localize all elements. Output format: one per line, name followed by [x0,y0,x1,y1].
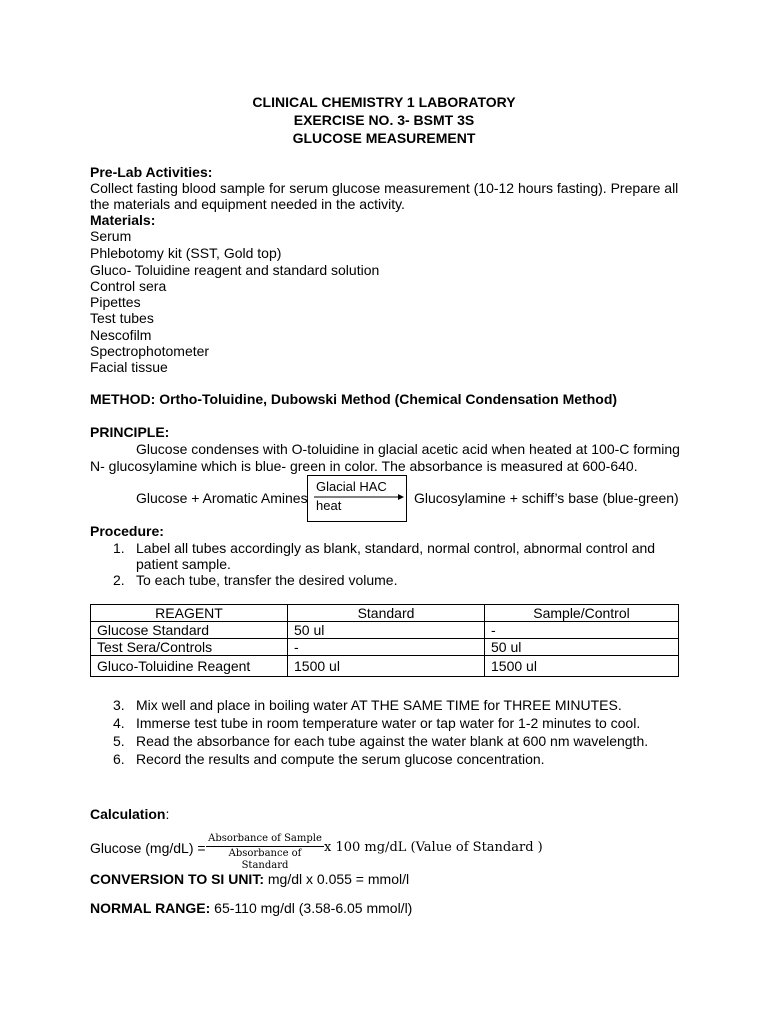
calculation-heading-colon: : [165,806,170,822]
table-header-cell: Sample/Control [485,605,679,622]
method-heading: METHOD: Ortho-Toluidine, Dubowski Method (Chemical Condensation Method) [90,391,618,407]
table-cell: 1500 ul [288,656,485,677]
doc-title-line2: EXERCISE NO. 3- BSMT 3S [293,112,475,128]
conversion-label: CONVERSION TO SI UNIT: [90,871,264,887]
table-row [91,622,679,639]
step-text: Record the results and compute the serum glucose concentration. [136,751,545,767]
step-text: Mix well and place in boiling water AT THE SAME TIME for THREE MINUTES. [136,697,622,713]
material-item: Control sera [90,278,167,294]
step-text: patient sample. [136,556,231,572]
principle-text-2: N- glucosylamine which is blue- green in color. The absorbance is measured at 600-640. [90,458,638,474]
reagent-table [90,604,679,677]
table-row [91,639,679,656]
reaction-reactants: Glucose + Aromatic Amines [136,490,308,506]
formula-lhs: Glucose (mg/dL) = [90,840,206,856]
material-item: Nescofilm [90,327,152,343]
normal-range-text: 65-110 mg/dl (3.58-6.05 mmol/l) [210,900,413,916]
table-cell: 50 ul [485,639,679,656]
material-item: Phlebotomy kit (SST, Gold top) [90,245,282,261]
table-cell: Test Sera/Controls [91,639,288,656]
step-number: 3. [113,697,125,713]
table-header-cell: Standard [288,605,485,622]
reaction-products: Glucosylamine + schiff’s base (blue-green) [414,490,679,506]
material-item: Spectrophotometer [90,343,210,359]
procedure-heading: Procedure: [90,523,164,539]
material-item: Facial tissue [90,359,168,375]
material-item: Test tubes [90,310,154,326]
table-cell: - [288,639,485,656]
table-cell: 50 ul [288,622,485,639]
normal-range-line [90,900,412,916]
reaction-catalyst: Glacial HAC [316,479,387,494]
table-cell: Gluco-Toluidine Reagent [91,656,288,677]
formula-rhs: x 100 mg/dL (Value of Standard ) [324,840,543,855]
step-text: Label all tubes accordingly as blank, standard, normal control, abnormal control and [136,540,656,556]
table-header-cell: REAGENT [91,605,288,622]
step-number: 2. [113,572,125,588]
step-number: 1. [113,540,125,556]
doc-title-line3: GLUCOSE MEASUREMENT [292,130,476,146]
conversion-text: mg/dl x 0.055 = mmol/l [263,871,410,887]
formula-denominator: Absorbance of Standard [228,848,302,871]
step-text: Read the absorbance for each tube against the water blank at 600 nm wavelength. [136,733,649,749]
fraction-bar [206,846,324,847]
reaction-condition: heat [316,498,342,513]
formula-numerator: Absorbance of Sample [208,833,322,844]
prelab-text-2: the materials and equipment needed in the activity. [90,196,405,212]
table-header-row [91,605,679,622]
calculation-heading-label: Calculation [90,806,166,822]
prelab-text-1: Collect fasting blood sample for serum glucose measurement (10-12 hours fasting). Prepare all [90,180,679,196]
material-item: Gluco- Toluidine reagent and standard solution [90,262,380,278]
material-item: Serum [90,228,132,244]
calculation-heading [90,806,169,822]
principle-heading: PRINCIPLE: [90,424,170,440]
principle-text-1: Glucose condenses with O-toluidine in glacial acetic acid when heated at 100-C forming [136,441,680,457]
conversion-line [90,871,409,887]
doc-title-line1: CLINICAL CHEMISTRY 1 LABORATORY [252,94,516,110]
step-number: 4. [113,715,125,731]
normal-range-label: NORMAL RANGE: [90,900,211,916]
step-text: Immerse test tube in room temperature water or tap water for 1-2 minutes to cool. [136,715,641,731]
step-text: To each tube, transfer the desired volume. [136,572,398,588]
material-item: Pipettes [90,294,141,310]
step-number: 6. [113,751,125,767]
step-number: 5. [113,733,125,749]
table-cell: Glucose Standard [91,622,288,639]
table-cell: 1500 ul [485,656,679,677]
table-cell: - [485,622,679,639]
table-row [91,656,679,677]
prelab-heading: Pre-Lab Activities: [90,164,213,180]
materials-heading: Materials: [90,212,156,228]
